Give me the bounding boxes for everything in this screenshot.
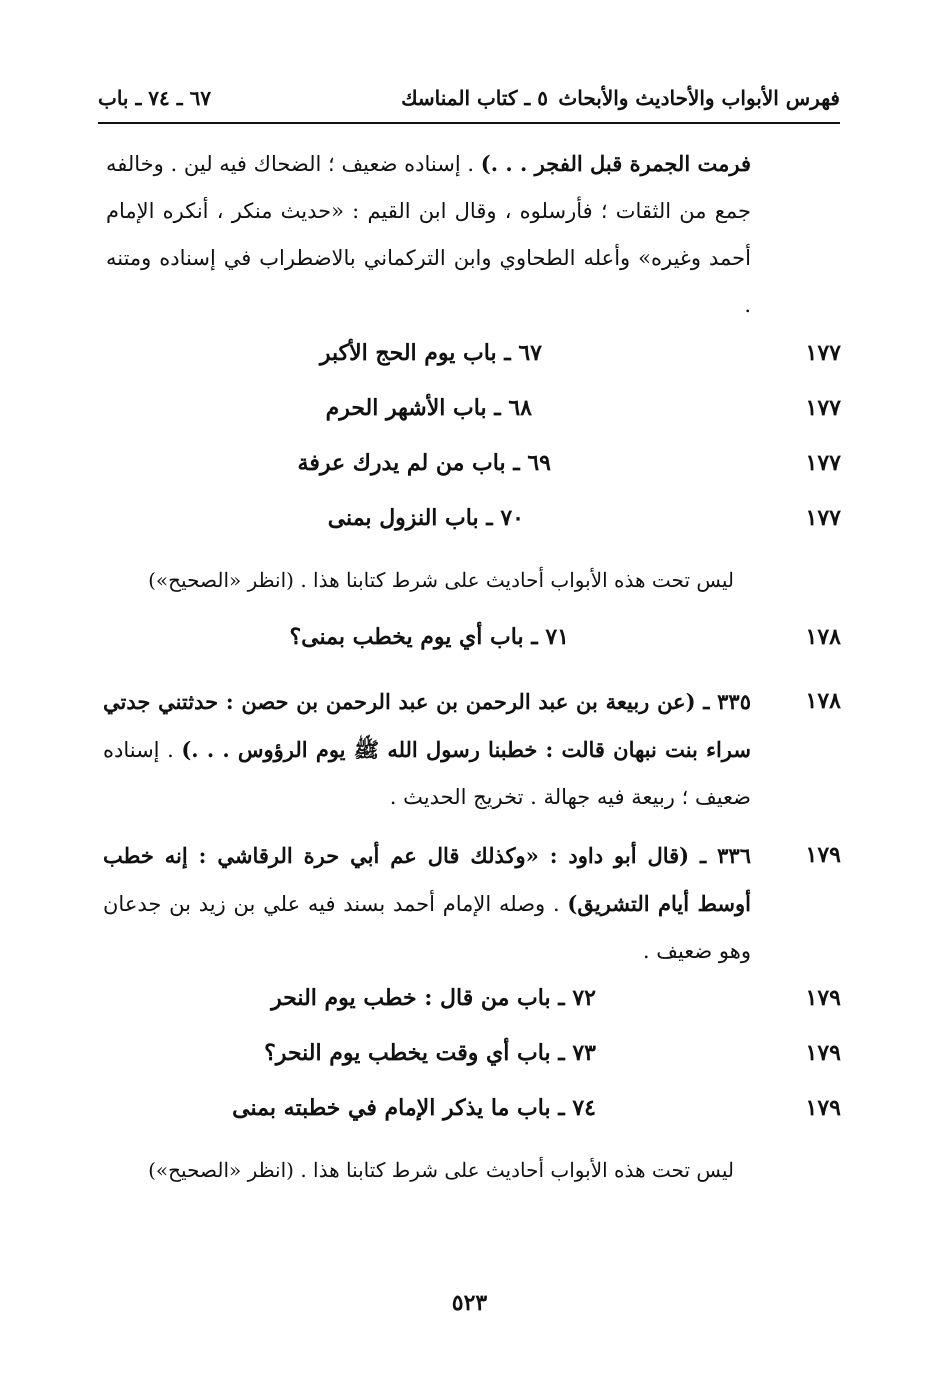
hadith-page-number: ١٧٨: [805, 688, 841, 714]
intro-lead: فرمت الجمرة قبل الفجر . . .): [480, 151, 751, 176]
index-entry: [99, 624, 841, 664]
entry-title: ٧٢ ـ باب من قال : خطب يوم النحر: [271, 985, 596, 1011]
entry-page-number: ١٧٩: [805, 1040, 841, 1066]
note-no-hadith: ليس تحت هذه الأبواب أحاديث على شرط كتابنا هذا . (انظر «الصحيح»): [148, 1158, 734, 1182]
entry-page-number: ١٧٨: [805, 624, 841, 650]
header-rule: [98, 122, 840, 124]
index-entry: [99, 1095, 841, 1135]
index-entry: [99, 395, 841, 435]
hadith-text-bold: ٣٣٥ ـ (عن ربيعة بن عبد الرحمن بن عبد الرحمن بن حصن : حدثتني جدتي سراء بنت نبهان قالت : خطبنا رسول الله ﷺ يوم الرؤوس . . .): [103, 689, 751, 762]
index-entry: [99, 340, 841, 380]
running-header: [98, 86, 840, 116]
index-entry: [99, 1040, 841, 1080]
index-entry: [99, 505, 841, 545]
entry-page-number: ١٧٧: [805, 505, 841, 531]
entry-page-number: ١٧٧: [805, 340, 841, 366]
hadith-commentary: . إسناده ضعيف ؛ ربيعة فيه جهالة . تخريج الحديث .: [103, 738, 751, 809]
entry-page-number: ١٧٧: [805, 450, 841, 476]
entry-page-number: ١٧٩: [805, 985, 841, 1011]
entry-title: ٧١ ـ باب أي يوم يخطب بمنى؟: [289, 624, 569, 650]
index-entry: [99, 985, 841, 1025]
hadith-text-bold: ٣٣٦ ـ (قال أبو داود : «وكذلك قال عم أبي حرة الرقاشي : إنه خطب أوسط أيام التشريق): [103, 843, 751, 916]
entry-title: ٧٣ ـ باب أي وقت يخطب يوم النحر؟: [264, 1040, 596, 1066]
entry-title: ٧٠ ـ باب النزول بمنى: [327, 505, 524, 531]
entry-title: ٧٤ ـ باب ما يذكر الإمام في خطبته بمنى: [232, 1095, 596, 1121]
note-no-hadith: ليس تحت هذه الأبواب أحاديث على شرط كتابنا هذا . (انظر «الصحيح»): [148, 568, 734, 592]
hadith-entry: [103, 832, 751, 975]
entry-title: ٦٨ ـ باب الأشهر الحرم: [325, 395, 532, 421]
index-entry: [99, 450, 841, 490]
header-book-title: فهرس الأبواب والأحاديث والأبحاث: [558, 86, 840, 110]
page-number: ٥٢٣: [451, 1290, 488, 1316]
intro-paragraph: [106, 140, 751, 329]
hadith-entry: [103, 678, 751, 821]
entry-page-number: ١٧٩: [805, 1095, 841, 1121]
hadith-page-number: ١٧٩: [805, 842, 841, 868]
header-chapter: ٥ ـ كتاب المناسك: [401, 86, 548, 110]
entry-page-number: ١٧٧: [805, 395, 841, 421]
entry-title: ٦٧ ـ باب يوم الحج الأكبر: [319, 340, 542, 366]
entry-title: ٦٩ ـ باب من لم يدرك عرفة: [297, 450, 551, 476]
intro-text: . إسناده ضعيف ؛ الضحاك فيه لين . وخالفه جمع من الثقات ؛ فأرسلوه ، وقال ابن القيم : «حديث منكر ، أنكره الإمام أحمد وغيره» وأعله الطحاوي وابن التركماني بالاضطراب في إسناده ومتنه .: [106, 152, 751, 317]
header-range: ٦٧ ـ ٧٤ ـ باب: [98, 86, 212, 110]
hadith-commentary: . وصله الإمام أحمد بسند فيه علي بن زيد بن جدعان وهو ضعيف .: [103, 892, 751, 963]
